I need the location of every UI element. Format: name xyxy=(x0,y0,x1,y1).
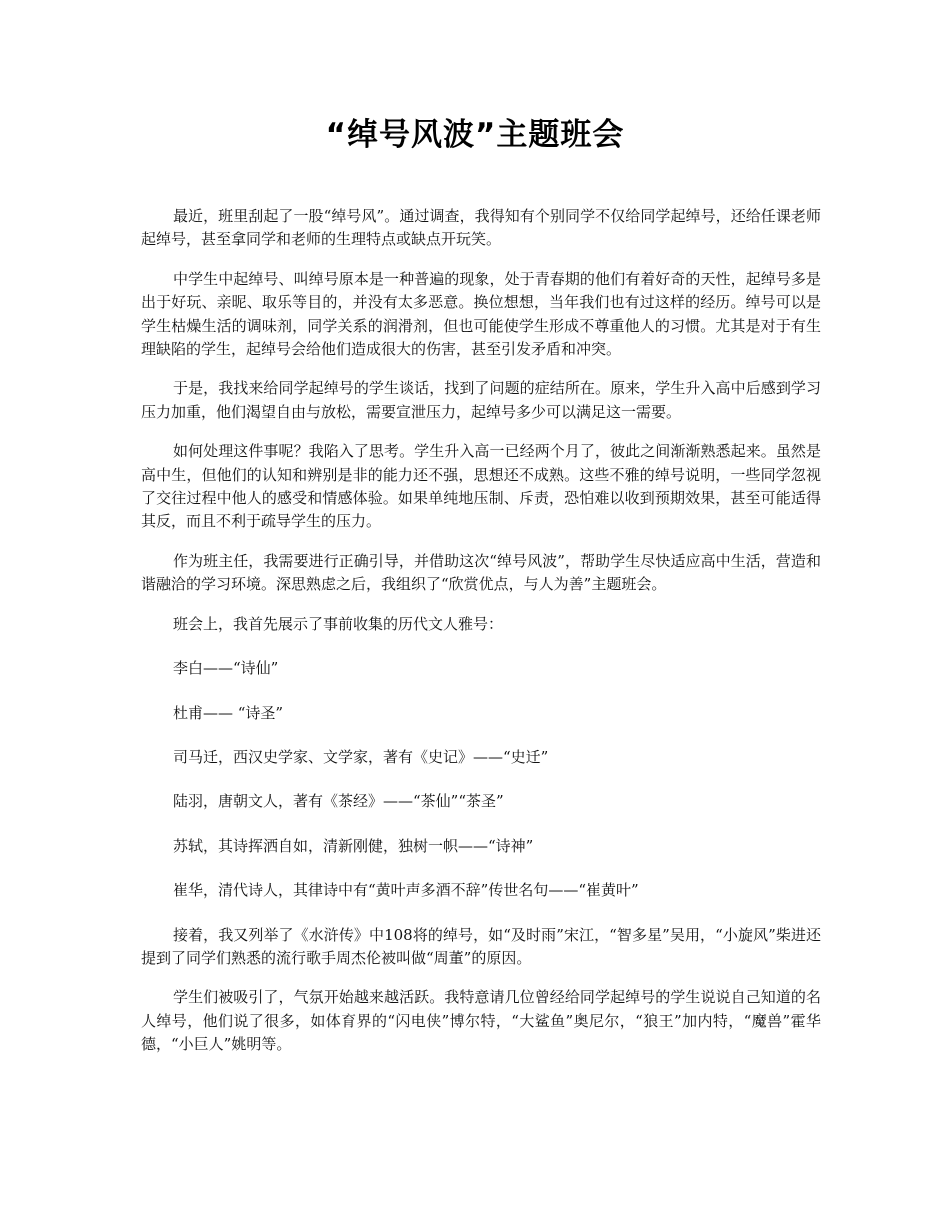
paragraph: 中学生中起绰号、叫绰号原本是一种普遍的现象，处于青春期的他们有着好奇的天性，起绰号多是出于好玩、亲昵、取乐等目的，并没有太多恶意。换位想想，当年我们也有过这样的经历。绰号可以是学生枯燥生活的调味剂，同学关系的润滑剂，但也可能使学生形成不尊重他人的习惯。尤其是对于有生理缺陷的学生，起绰号会给他们造成很大的伤害，甚至引发矛盾和冲突。 xyxy=(141,269,821,359)
paragraph: 如何处理这件事呢？我陷入了思考。学生升入高一已经两个月了，彼此之间渐渐熟悉起来。虽然是高中生，但他们的认知和辨别是非的能力还不强，思想还不成熟。这些不雅的绰号说明，一些同学忽视了交往过程中他人的感受和情感体验。如果单纯地压制、斥责，恐怕难以收到预期效果，甚至可能适得其反，而且不利于疏导学生的压力。 xyxy=(141,442,821,531)
list-item: 杜甫—— “诗圣” xyxy=(173,703,284,722)
list-item: 崔华，清代诗人，其律诗中有“黄叶声多酒不辞”传世名句——“崔黄叶” xyxy=(173,881,639,900)
list-item: 司马迁，西汉史学家、文学家，著有《史记》——“史迁” xyxy=(173,747,549,766)
paragraph: 学生们被吸引了，气氛开始越来越活跃。我特意请几位曾经给同学起绰号的学生说说自己知道的名人绰号，他们说了很多，如体育界的“闪电侠”博尔特，“大鲨鱼”奥尼尔，“狼王”加内特，“魔兽”霍华德，“小巨人”姚明等。 xyxy=(141,988,821,1054)
document-title: “绰号风波”主题班会 xyxy=(325,117,625,153)
paragraph: 最近，班里刮起了一股“绰号风”。通过调查，我得知有个别同学不仅给同学起绰号，还给任课老师起绰号，甚至拿同学和老师的生理特点或缺点开玩笑。 xyxy=(141,207,821,249)
list-item: 李白——“诗仙” xyxy=(173,659,279,678)
list-item: 苏轼，其诗挥洒自如，清新刚健，独树一帜——“诗神” xyxy=(173,836,534,855)
document-body xyxy=(141,205,821,1073)
list-item: 陆羽，唐朝文人，著有《茶经》——“茶仙”“茶圣” xyxy=(173,792,504,811)
paragraph: 班会上，我首先展示了事前收集的历代文人雅号： xyxy=(173,614,504,633)
paragraph: 于是，我找来给同学起绰号的学生谈话，找到了问题的症结所在。原来，学生升入高中后感到学习压力加重，他们渴望自由与放松，需要宣泄压力，起绰号多少可以满足这一需要。 xyxy=(141,379,821,421)
paragraph: 接着，我又列举了《水浒传》中108将的绰号，如“及时雨”宋江，“智多星”吴用，“小旋风”柴进还提到了同学们熟悉的流行歌手周杰伦被叫做“周董”的原因。 xyxy=(141,925,821,967)
paragraph: 作为班主任，我需要进行正确引导，并借助这次“绰号风波”，帮助学生尽快适应高中生活，营造和谐融洽的学习环境。深思熟虑之后，我组织了“欣赏优点，与人为善”主题班会。 xyxy=(141,551,821,594)
